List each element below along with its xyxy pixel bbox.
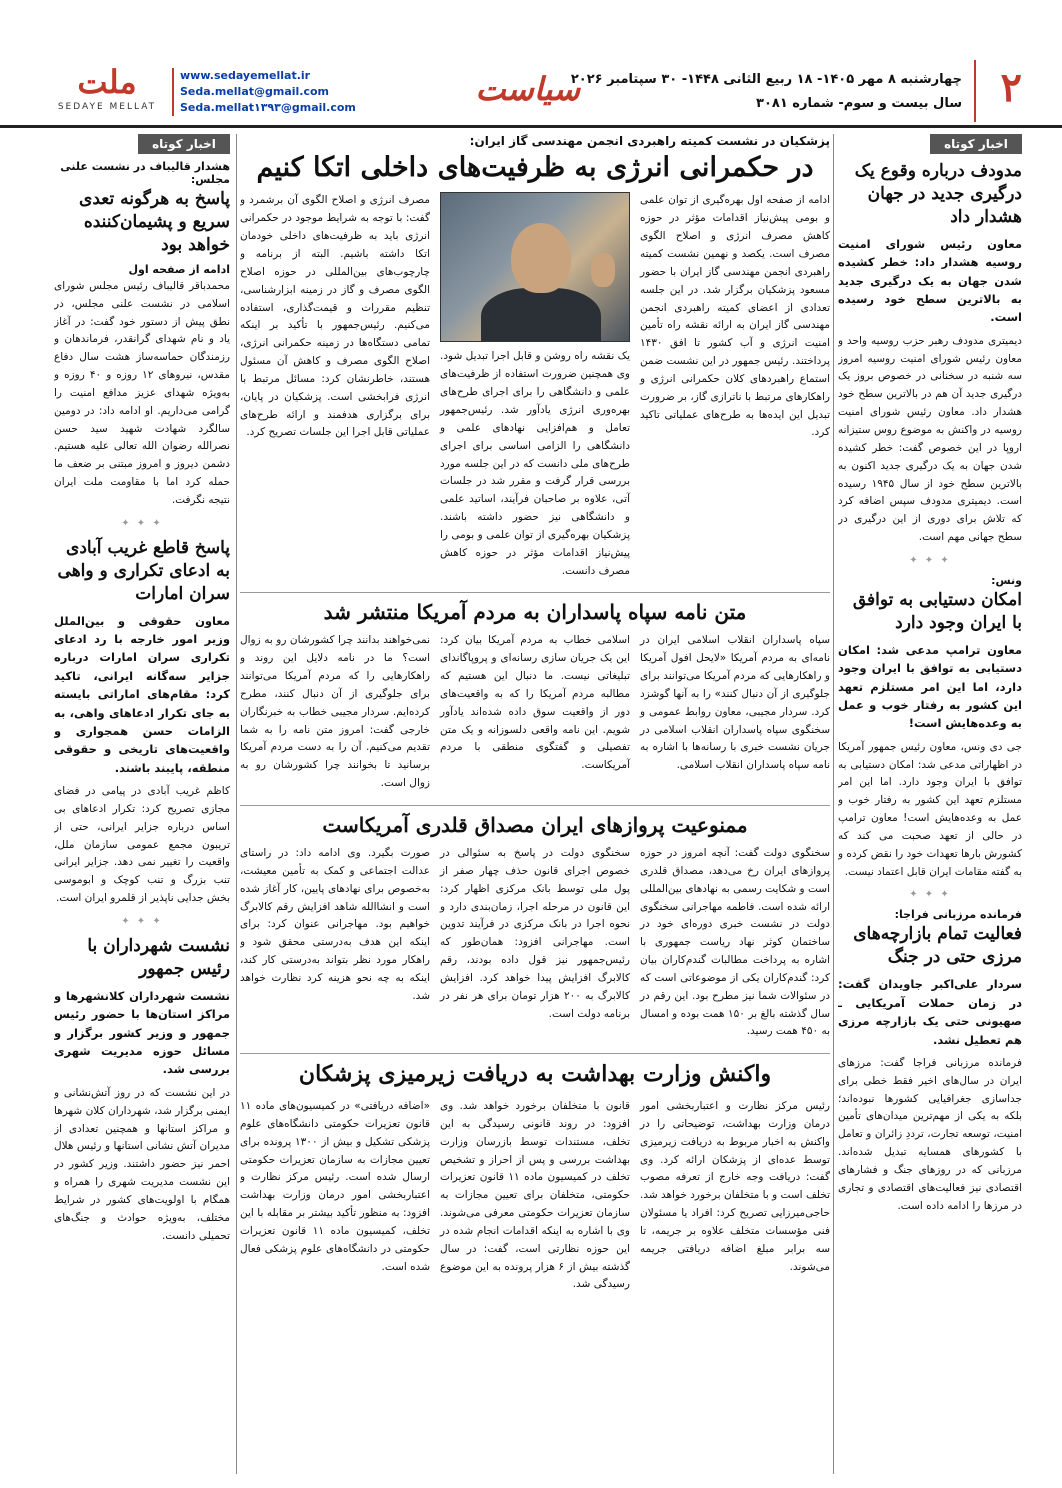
lead-headline[interactable]: در حکمرانی انرژی به ظرفیت‌های داخلی اتکا کنیم [256,152,814,183]
email-link-2[interactable]: Seda.mellat۱۳۹۳@gmail.com [180,101,356,114]
briefs-tag: اخبار کوتاه [930,134,1022,154]
contact-block [172,68,356,116]
lead-col-1-text: ادامه از صفحه اول بهره‌گیری از توان علمی و بومی پیش‌نیاز اقدامات مؤثر در حوزه کاهش مصرف انرژی و اصلاح الگوی مصرف است. یکصد و نهمین نشست کمیته راهبردی انجمن مهندسی گاز ایران با حضور مسعود پزشکیان برگزار شد. در این جلسه تعدادی از اعضای کمیته راهبردی انجمن مهندسی گاز ایران به ارائه نقشه راه تأمین امنیت انرژی و آب کشور تا افق ۱۴۳۰ پرداختند. رئیس جمهور در این نشست ضمن استماع راهبردهای کلان حکمرانی انرژی و راهکارهای مرتبط با ناترازی گاز، بر ضرورت تبدیل این ایده‌ها به طرح‌های عملیاتی تاکید کرد. [640,194,830,439]
lead-col-2 [440,192,630,586]
story-col-2: اسلامی خطاب به مردم آمریکا بیان کرد: این یک جریان سازی رسانه‌ای و پروپاگاندای تبلیغاتی نیست. ما دنبال این هستیم که مطالبه مردم آمریکا را که به واقعیت‌های دور از واقعیت سوق داده شده‌اند یادآور شویم. این نامه واقعی دلسوزانه و یک متن تفصیلی و گفتگوی منطقی با مردم آمریکاست. [440,634,630,772]
brief-lead: معاون رئیس شورای امنیت روسیه هشدار داد: خطر کشیده شدن جهان به یک درگیری جدید به بالاترین سطح خود رسیده است. [838,236,1022,325]
story-columns [240,1098,830,1300]
brief-headline[interactable]: نشست شهرداران با رئیس جمهور [87,936,230,979]
story-col-3: نمی‌خواهند بدانند چرا کشورشان رو به زوال است؟ ما در نامه دلایل این روند و راهکارهایی را که مردم آمریکا می‌توانند برای جلوگیری از آن دنبال کنند، مطرح کرده‌ایم. سردار مجیبی خطاب به خبرنگاران خارجی گفت: امروز متن نامه را به شما تقدیم می‌کنیم. آن را به دست مردم آمریکا برسانید تا بخوانند چرا کشورشان رو به زوال است. [240,634,430,790]
story-col-1: سخنگوی دولت گفت: آنچه امروز در حوزه پروازهای ایران رخ می‌دهد، مصداق قلدری است و شکایت رسمی به نهادهای بین‌المللی ارائه شده است. فاطمه مهاجرانی سخنگوی دولت در نشست خبری دوره‌ای خود در ساختمان کوثر نهاد ریاست جمهوری با اشاره به پرداخت مطالبات گندم‌کاران بیان کرد: گندم‌کاران یکی از موضوعاتی است که در سئوالات شما نیز مطرح بود. این رقم در سال گذشته بالغ بر ۱۵۰ همت بوده و امسال به ۴۵۰ همت رسید. [640,847,830,1038]
photo-figure-head [511,223,571,293]
left-briefs-column [54,134,230,1474]
page-number-divider [974,60,976,122]
story-col-1: سپاه پاسداران انقلاب اسلامی ایران در نامه‌ای به مردم آمریکا «لایحل افول آمریکا و راهکارهایی که مردم آمریکا می‌توانند برای جلوگیری از آن دنبال کنند» را به آنها گوشزد کرد. سردار مجیبی، معاون روابط عمومی و سخنگوی سپاه پاسداران انقلاب اسلامی در جریان نشست خبری با رسانه‌ها با اشاره به نامه سپاه پاسداران انقلاب اسلامی. [640,634,830,772]
brief-headline[interactable]: پاسخ به هرگونه تعدی سریع و پشیمان‌کننده خواهد بود [79,189,230,255]
brief-kicker: فرمانده مرزبانی فراجا: [894,908,1022,922]
brief-kicker: ونس: [991,573,1022,587]
story-col-1: رئیس مرکز نظارت و اعتباربخشی امور درمان وزارت بهداشت، توضیحاتی را در واکنش به اخبار مربوط به دریافت زیرمیزی توسط عده‌ای از پزشکان ارائه کرد. وی گفت: دریافت وجه خارج از تعرفه مصوب تخلف است و با متخلفان برخورد خواهد شد. حاجی‌میرزایی تصریح کرد: افراد یا مسئولان فنی مؤسسات متخلف علاوه بر جریمه، تا سه برابر مبلغ اضافه دریافتی جریمه می‌شوند. [640,1099,830,1273]
brief-body: جی دی ونس، معاون رئیس جمهور آمریکا در اظهاراتی مدعی شد: امکان دستیابی به توافق با ایران وجود دارد. اما این امر مستلزم تعهد این کشور به رفتار خوب و عمل به وعده‌هایش است! معاون ترامپ در حالی از تعهد صحبت می کند که کشورش بارها تعهدات خود را نقض کرده و به گفته مقامات ایران قابل اعتماد نیست. [838,740,1022,878]
column-rule-left [236,134,237,1474]
story-col-2: قانون با متخلفان برخورد خواهد شد. وی افزود: در روند قانونی رسیدگی به این تخلف، مستندات توسط بازرسان وزارت بهداشت بررسی و پس از احراز و تشخیص تخلف در کمیسیون ماده ۱۱ قانون تعزیرات حکومتی، متخلفان برای تعیین مجازات به سازمان تعزیرات حکومتی معرفی می‌شوند. وی با اشاره به اینکه اقدامات انجام شده در این حوزه نظارتی است، گفت: در سال گذشته بیش از ۶ هزار پرونده به این موضوع رسیدگی شد. [440,1099,630,1291]
issue-line: سال بیست و سوم- شماره ۳۰۸۱ [756,96,962,111]
brief-border-markets [838,908,1022,1215]
brief-lead: سردار علی‌اکبر جاویدان گفت: در زمان حملات آمریکایی ـ صهیونی حتی یک بازارچه مرزی هم تعطیل نشد. [838,977,1022,1047]
ornament-divider: ✦ ✦ ✦ [121,517,163,529]
story-col-2: سخنگوی دولت در پاسخ به سئوالی در خصوص اجرای قانون حذف چهار صفر از پول ملی توسط بانک مرکزی اظهار کرد: این قانون در مرحله اجرا، زمان‌بندی دارد و نحوه اجرا در بانک مرکزی در فرآیند تدوین است. مهاجرانی افزود: همان‌طور که رئیس‌جمهور نیز قول داده بودند، رقم کالابرگ افزایش پیدا خواهد کرد. افزایش کالابرگ به ۲۰۰ هزار تومان برای هر نفر در برنامه دولت است. [440,847,630,1020]
continued-note: ادامه از صفحه اول [128,262,230,276]
flight-ban-story [240,812,830,1054]
section-title: سیاست [475,70,580,108]
brief-lead: معاون ترامپ مدعی شد: امکان دستیابی به توافق با ایران وجود دارد، اما این امر مستلزم تعهد این کشور به رفتار خوب و عمل به وعده‌هایش است! [838,642,1022,731]
ornament-divider: ✦ ✦ ✦ [909,889,951,901]
brief-medvedev [838,160,1022,547]
ornament-divider: ✦ ✦ ✦ [121,916,163,928]
president-photo[interactable] [440,192,630,342]
ornament-divider: ✦ ✦ ✦ [909,554,951,566]
brief-ghalibaf [54,160,230,510]
brief-body: محمدباقر قالیباف رئیس مجلس شورای اسلامی در نشست علنی مجلس، در نطق پیش از دستور خود گفت: در آغاز یاد و نام شهدای گرانقدر، فرماندهان و رزمندگان حماسه‌ساز هشت سال دفاع مقدس، نیروهای ۱۲ روزه و ۴۰ روزه و به‌ویژه شهدای عزیز مدافع امنیت را گرامی می‌داریم. او ادامه داد: در دومین سالگرد شهادت شهید سید حسن نصرالله رضوان الله تعالی علیه هستیم. دشمن دیروز و امروز مبتنی بر ضعف ما حمله کرد اما با مقاومت ملت ایران نتیجه نگرفت. [54,279,230,506]
brief-headline[interactable]: فعالیت تمام بازارچه‌های مرزی حتی در جنگ [853,924,1022,968]
newspaper-logo[interactable] [54,62,160,120]
lead-kicker: پزشکیان در نشست کمیته راهبردی انجمن مهندسی گاز ایران: [469,134,830,148]
email-link-1[interactable]: Seda.mellat@gmail.com [180,85,330,98]
brief-body: فرمانده مرزبانی فراجا گفت: مرزهای ایران در سال‌های اخیر فقط خطی برای جداسازی جغرافیایی کشورها نبوده‌اند؛ بلکه به یکی از مهم‌ترین میدان‌های تأمین امنیت، توسعه تجارت، ترددِ زائران و تعامل با کشورهای همسایه تبدیل شده‌اند. مرزبانی که در روزهای جنگ و فشارهای اقتصادی نیز فعالیت‌های اقتصادی و تجاری در مرزها را ادامه داده است. [838,1056,1022,1212]
brief-vance [838,574,1022,882]
brief-kicker: هشدار قالیباف در نشست علنی مجلس: [60,160,230,186]
brief-headline[interactable]: پاسخ قاطع غریب آبادی به ادعای تکراری و واهی سران امارات [57,537,230,604]
story-columns [240,632,830,799]
lead-col-3-text: مصرف انرژی و اصلاح الگوی آن برشمرد و گفت: با توجه به شرایط موجود در حکمرانی انرژی باید به ظرفیت‌های داخلی خودمان اتکا داشته باشیم. البته از برنامه و چارچوب‌های بین‌المللی در حوزه اصلاح الگوی مصرف و گاز در زمینه ابزارشناسی، تنظیم مقررات و قیمت‌گذاری، استفاده می‌کنیم. رئیس‌جمهور با تأکید بر اینکه تمامی دستگاه‌ها در زمینه حکمرانی انرژی، اصلاح الگوی مصرف و کاهش آن مسئول هستند، خاطرنشان کرد: مسائل مرتبط با انرژی فرابخشی است. پزشکیان در پایان، برای برگزاری هدفمند و ارائه طرح‌های عملیاتی قابل اجرا این جلسات تصریح کرد. [240,194,430,439]
masthead [0,0,1062,128]
brief-lead: نشست شهرداران کلانشهرها و مراکز استان‌ها با حضور رئیس جمهور و وزیر کشور برگزار و مسائل حوزه مدیریت شهری بررسی شد. [54,988,230,1077]
column-rule-right [833,134,834,1474]
brief-headline[interactable]: مدودف درباره وقوع یک درگیری جدید در جهان هشدار داد [854,161,1022,227]
story-headline[interactable]: ممنوعیت پروازهای ایران مصداق قلدری آمریکاست [322,813,748,837]
date-line: چهارشنبه ۸ مهر ۱۴۰۵- ۱۸ ربیع الثانی ۱۴۴۸- ۳۰ سپتامبر ۲۰۲۶ [570,72,962,87]
page-number: ۲ [1000,64,1022,111]
photo-figure-body [481,288,601,342]
brief-body: دیمیتری مدودف رهبر حزب روسیه واحد و معاون رئیس شورای امنیت روسیه امروز سه شنبه در سخنانی در خصوص بروز یک درگیری جدید آن هم در بالاترین سطح خود هشدار داد. معاون رئیس شورای امنیت روسیه در واکنش به موضوع روس ستیزانه اروپا در این خصوص گفت: خطر کشیده شدن جهان به یک درگیری جدید اکنون به بالاترین سطح خود از سال ۱۹۴۵ رسیده است. دیمیتری مدودف سپس اضافه کرد که تلاش برای دوری از این درگیری در سطح جهانی مهم است. [838,334,1022,544]
brief-headline[interactable]: امکان دستیابی به توافق با ایران وجود دارد [852,589,1022,633]
story-col-3: صورت بگیرد. وی ادامه داد: در راستای عدالت اجتماعی و کمک به تأمین معیشت، به‌خصوص برای نهادهای پایین، کار آغاز شده است و انشاالله شاهد افزایش رقم کالابرگ خواهیم بود. مهاجرانی عنوان کرد: برای اینکه این هدف به‌درستی محقق شود و راهکار مورد نظر بتواند به‌درستی کار کند، اینکه به چه نحو هزینه کرد نظارت خواهد شد. [240,847,430,1002]
story-headline[interactable]: متن نامه سپاه پاسداران به مردم آمریکا منتشر شد [323,600,747,625]
story-headline[interactable]: واکنش وزارت بهداشت به دریافت زیرمیزی پزشکان [298,1061,772,1088]
right-briefs-column [838,134,1022,1474]
story-columns [240,845,830,1047]
brief-body: کاظم غریب آبادی در پیامی در فضای مجازی تصریح کرد: تکرار ادعاهای بی اساس درباره جزایر ایرانی، حتی از تریبون مجمع عمومی سازمان ملل، واقعیت را تغییر نمی دهد. جزایر ایرانی تنب بزرگ و تنب کوچک و ابوموسی بخش جدایی ناپذیر از قلمرو ایران است. [54,785,230,905]
photo-figure-hand [591,253,615,287]
briefs-tag: اخبار کوتاه [138,134,230,154]
irgc-letter-story [240,599,830,806]
story-col-3: «اضافه دریافتی» در کمیسیون‌های ماده ۱۱ قانون تعزیرات حکومتی دانشگاه‌های علوم پزشکی تشکیل و بیش از ۱۳۰۰ پرونده برای تعیین مجازات به سازمان تعزیرات حکومتی ارسال شده است. رئیس مرکز نظارت و اعتباربخشی امور درمان وزارت بهداشت افزود: به منظور تأکید بیشتر بر مقابله با این تخلف، کمیسیون ماده ۱۱ قانون تعزیرات حکومتی در دانشگاه‌های علوم پزشکی فعال شده است. [240,1099,431,1273]
health-ministry-story [240,1060,830,1300]
main-news-column [240,134,830,1474]
brief-lead: معاون حقوقی و بین‌الملل وزیر امور خارجه با رد ادعای تکراری سران امارات درباره جزایر سه‌گانه ایرانی، تاکید کرد: مقام‌های اماراتی بایسته به جای تکرار ادعاهای واهی، به الزامات حسن همجواری و واقعیت‌های تاریخی و حقوقی منطقه، پایبند باشند. [54,613,230,775]
logo-subtitle: SEDAYE MELLAT [57,102,157,112]
lead-col-3 [240,192,430,586]
lead-col-1 [640,192,830,586]
lead-col-2-text: یک نقشه راه روشن و قابل اجرا تبدیل شود. وی همچنین ضرورت استفاده از ظرفیت‌های علمی و دانشگاهی را برای اجرای طرح‌های بهره‌وری انرژی یادآور شد. رئیس‌جمهور تعامل و هم‌افزایی نهادهای علمی و دانشگاهی را الزامی اساسی برای اجرای طرح‌های ملی دانست که در این جلسه مورد بررسی قرار گرفت و مقرر شد در جلسات آتی، علاوه بر صاحبان فرآیند، اساتید علمی و دانشگاهی نیز حضور داشته باشند. پزشکیان بهره‌گیری از توان علمی و بومی را پیش‌نیاز اقدامات مؤثر در حوزه کاهش مصرف دانست. [440,350,630,577]
logo-mark: ملت [77,63,137,101]
brief-mayors [54,935,230,1245]
brief-body: در این نشست که در روز آتش‌نشانی و ایمنی برگزار شد، شهرداران کلان شهرها و مراکز استانها و همچنین تعدادی از مدیران آتش نشانی استانها و رئیس هلال احمر نیز حضور داشتند. وزیر کشور در این نشست مدیریت شهری را همراه و همگام با اولویت‌های کشور در شرایط مختلف، به‌ویژه حوادث و جنگ‌های تحمیلی دانست. [54,1086,230,1242]
brief-gharibabadi [54,537,230,908]
website-link[interactable]: www.sedayemellat.ir [180,69,311,82]
lead-columns [240,192,830,586]
lead-story [240,134,830,593]
